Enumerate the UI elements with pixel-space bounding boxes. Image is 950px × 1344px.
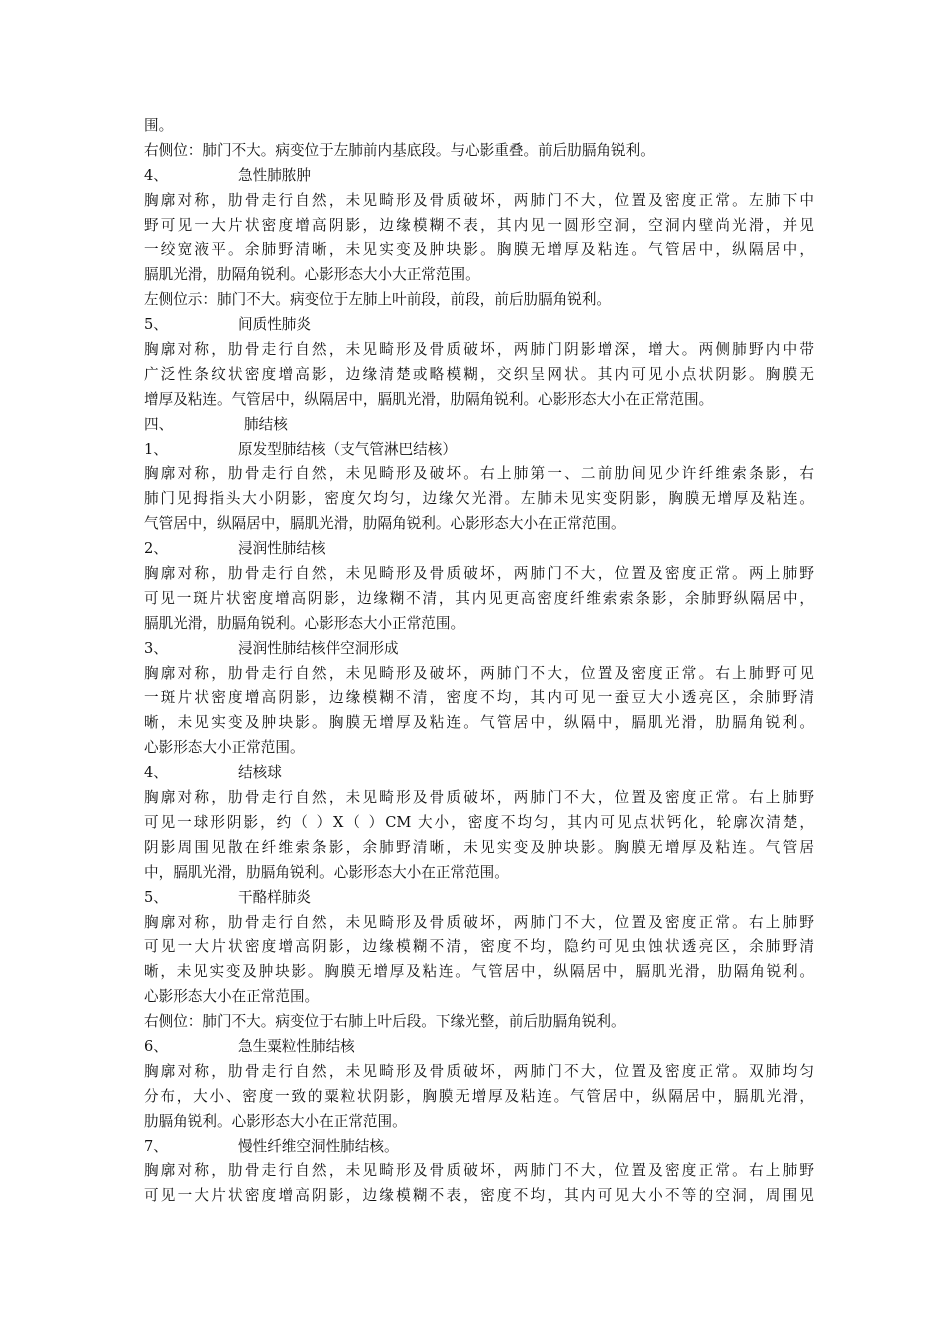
text-line: 可见一大片状密度增高阴影，边缘模糊不清，密度不均，隐约可见虫蚀状透亮区，余肺野清 [144,938,814,956]
text-line: 胸廓对称，肋骨走行自然，未见畸形及骨质破坏，两肺门不大，位置及密度正常。两上肺野 [144,565,814,583]
text-line: 胸廓对称，肋骨走行自然，未见畸形及破坏，两肺门不大，位置及密度正常。右上肺野可见 [144,664,814,682]
text-line: 气管居中，纵隔居中，膈肌光滑，肋隔角锐利。心影形态大小在正常范围。 [144,515,626,533]
text-line: 胸廓对称，肋骨走行自然，未见畸形及破坏。右上肺第一、二前肋间见少许纤维索条影，右 [144,465,814,483]
text-line: 中，膈肌光滑，肋膈角锐利。心影形态大小在正常范围。 [144,863,509,881]
text-line: 一斑片状密度增高阴影，边缘模糊不清，密度不均，其内可见一蚕豆大小透亮区，余肺野清 [144,689,814,707]
heading-title: 间质性肺炎 [238,316,311,334]
text-line: 野可见一大片状密度增高阴影，边缘模糊不表，其内见一圆形空洞，空洞内壁尚光滑，并见 [144,216,814,234]
heading-title: 浸润性肺结核伴空洞形成 [238,639,399,657]
heading-number: 4、 [144,764,168,782]
heading-number: 四、 [144,415,174,433]
text-line: 左侧位示：肺门不大。病变位于左肺上叶前段，前段，前后肋膈角锐利。 [144,291,612,309]
heading-number: 1、 [144,440,168,458]
section-heading [144,537,814,562]
text-line: 分布，大小、密度一致的粟粒状阴影，胸膜无增厚及粘连。气管居中，纵隔居中，膈肌光滑， [144,1087,814,1105]
heading-number: 6、 [144,1037,168,1055]
text-line: 胸廓对称，肋骨走行自然，未见畸形及骨质破坏，两肺门不大，位置及密度正常。右上肺野 [144,913,814,931]
heading-title: 慢性纤维空洞性肺结核。 [238,1137,399,1155]
text-line: 胸廓对称，肋骨走行自然，未见畸形及骨质破坏，两肺门阴影增深，增大。两侧肺野内中带 [144,341,814,359]
text-line: 可见一大片状密度增高阴影，边缘模糊不表，密度不均，其内可见大小不等的空洞，周围见 [144,1187,814,1205]
text-line: 晰，未见实变及肿块影。胸膜无增厚及粘连。气管居中，纵隔中，膈肌光滑，肋膈角锐利。 [144,714,814,732]
text-line: 胸廓对称，肋骨走行自然，未见畸形及骨质破坏，两肺门不大，位置及密度正常。双肺均匀 [144,1062,814,1080]
heading-title: 干酪样肺炎 [238,888,311,906]
heading-number: 2、 [144,540,168,558]
heading-number: 4、 [144,166,168,184]
document-page [144,114,814,1209]
text-line: 围。 [144,117,174,134]
text-line: 晰，未见实变及肿块影。胸膜无增厚及粘连。气管居中，纵隔居中，膈肌光滑，肋隔角锐利。 [144,963,814,981]
text-line: 胸廓对称，肋骨走行自然，未见畸形及骨质破坏，两肺门不大，位置及密度正常。右上肺野 [144,1162,814,1180]
section-heading [144,313,814,338]
section-heading [144,438,814,463]
text-line: 一绞宽液平。余肺野清晰，未见实变及肿块影。胸膜无增厚及粘连。气管居中，纵隔居中， [144,241,814,259]
text-line: 心影形态大小在正常范围。 [144,988,320,1006]
text-line: 膈肌光滑，肋隔角锐利。心影形态大小大正常范围。 [144,266,480,284]
heading-number: 3、 [144,639,168,657]
text-line: 胸廓对称，肋骨走行自然，未见畸形及骨质破坏，两肺门不大，位置及密度正常。左肺下中 [144,191,814,209]
text-line: 心影形态大小正常范围。 [144,739,305,757]
heading-title: 急性肺脓肿 [238,166,311,184]
section-heading [144,761,814,786]
section-heading [144,886,814,911]
section-heading [144,1035,814,1060]
heading-number: 5、 [144,316,168,334]
section-heading [144,637,814,662]
heading-title: 原发型肺结核（支气管淋巴结核） [238,440,457,458]
text-line: 肋膈角锐利。心影形态大小在正常范围。 [144,1112,407,1130]
text-line: 胸廓对称，肋骨走行自然，未见畸形及骨质破坏，两肺门不大，位置及密度正常。右上肺野 [144,789,814,807]
heading-number: 7、 [144,1137,168,1155]
text-line: 可见一斑片状密度增高阴影，边缘糊不清，其内见更高密度纤维索索条影，余肺野纵隔居中， [144,589,814,607]
text-line: 广泛性条纹状密度增高影，边缘清楚或略模糊，交织呈网状。其内可见小点状阴影。胸膜无 [144,365,814,383]
heading-title: 结核球 [238,764,282,782]
text-line: 可见一球形阴影，约（ ）X（ ）CM 大小，密度不均匀，其内可见点状钙化，轮廓次清楚， [144,813,814,831]
heading-number: 5、 [144,888,168,906]
text-line: 右侧位：肺门不大。病变位于左肺前内基底段。与心影重叠。前后肋膈角锐利。 [144,141,655,159]
heading-title: 肺结核 [244,415,288,433]
section-heading [144,164,814,189]
section-heading [144,1135,814,1160]
chapter-heading [144,413,814,438]
text-line: 膈肌光滑，肋膈角锐利。心影形态大小正常范围。 [144,614,466,632]
heading-title: 浸润性肺结核 [238,540,326,558]
text-line: 阴影周围见散在纤维索条影，余肺野清晰，未见实变及肿块影。胸膜无增厚及粘连。气管居 [144,838,814,856]
text-line: 增厚及粘连。气管居中，纵隔居中，膈肌光滑，肋隔角锐利。心影形态大小在正常范围。 [144,390,714,408]
heading-title: 急生粟粒性肺结核 [238,1037,355,1055]
text-line: 肺门见拇指头大小阴影，密度欠均匀，边缘欠光滑。左肺未见实变阴影，胸膜无增厚及粘连。 [144,490,814,508]
text-line: 右侧位：肺门不大。病变位于右肺上叶后段。下缘光整，前后肋膈角锐利。 [144,1013,626,1031]
